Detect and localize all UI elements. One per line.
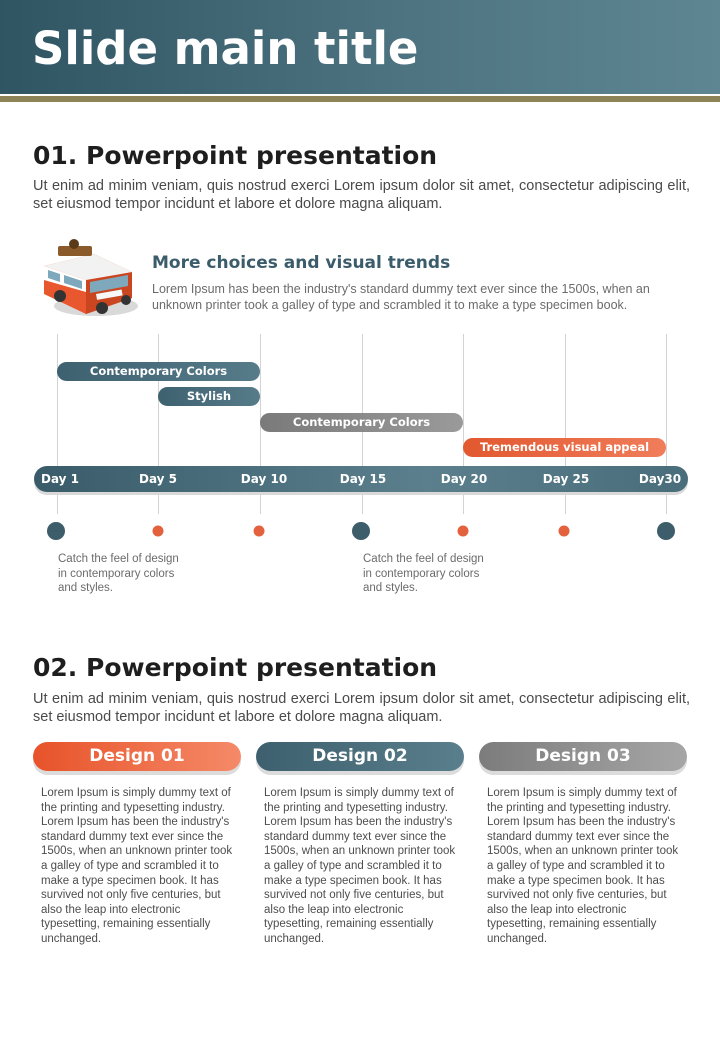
gantt-bar-contemporary-colors-1: Contemporary Colors — [57, 362, 260, 381]
design-01-text: Lorem Ipsum is simply dummy text of the printing and typesetting industry. Lorem Ipsum has been the industry's standard dummy text ever since the 1500s, when an unknown printer took a galley of type and scrambled it to make a type specimen book. It has survived not only five centuries, but also the leap into electronic typesetting, remaining essentially unchanged. — [41, 787, 233, 945]
slide-header — [0, 0, 720, 94]
design-03-text: Lorem Ipsum is simply dummy text of the printing and typesetting industry. Lorem Ipsum has been the industry's standard dummy text ever since the 1500s, when an unknown printer took a galley of type and scrambled it to make a type specimen book. It has survived not only five centuries, but also the leap into electronic typesetting, remaining essentially unchanged. — [487, 787, 679, 945]
milestone-dot — [254, 526, 265, 537]
header-divider-olive — [0, 96, 720, 102]
milestone-note: Catch the feel of design in contemporary colors and styles. — [363, 553, 484, 594]
day-label: Day 20 — [440, 472, 488, 486]
gantt-bar-tremendous-visual-appeal: Tremendous visual appeal — [463, 438, 666, 457]
design-02-header: Design 02 — [256, 742, 464, 771]
design-03-header: Design 03 — [479, 742, 687, 771]
milestone-dot — [458, 526, 469, 537]
day-label: Day 25 — [542, 472, 590, 486]
slide-title: Slide main title — [32, 22, 419, 75]
milestone-note: Catch the feel of design in contemporary colors and styles. — [58, 553, 179, 594]
gantt-bar-contemporary-colors-2: Contemporary Colors — [260, 413, 463, 432]
milestone-dot — [153, 526, 164, 537]
design-01-header: Design 01 — [33, 742, 241, 771]
camper-van-icon — [36, 236, 142, 322]
section1-title: 01. Powerpoint presentation — [33, 141, 438, 170]
day-label: Day 5 — [138, 472, 178, 486]
day-label: Day 15 — [339, 472, 387, 486]
trend-heading: More choices and visual trends — [152, 253, 451, 273]
day-label: Day 1 — [40, 472, 80, 486]
section2-title: 02. Powerpoint presentation — [33, 653, 438, 682]
design-02-text: Lorem Ipsum is simply dummy text of the printing and typesetting industry. Lorem Ipsum has been the industry's standard dummy text ever since the 1500s, when an unknown printer took a galley of type and scrambled it to make a type specimen book. It has survived not only five centuries, but also the leap into electronic typesetting, remaining essentially unchanged. — [264, 787, 456, 945]
day-label: Day30 — [638, 472, 682, 486]
day-label: Day 10 — [240, 472, 288, 486]
milestone-dot — [352, 522, 370, 540]
gantt-bar-stylish: Stylish — [158, 387, 260, 406]
milestone-dot — [657, 522, 675, 540]
trend-text: Lorem Ipsum has been the industry's standard dummy text ever since the 1500s, when an unknown printer took a galley of type and scrambled it to make a type specimen book. — [152, 282, 650, 312]
milestone-dot — [47, 522, 65, 540]
section1-text: Ut enim ad minim veniam, quis nostrud exerci Lorem ipsum dolor sit amet, consectetur adipiscing elit, set eiusmod tempor incidunt et labore et dolore magna aliquam. — [33, 178, 690, 212]
section2-text: Ut enim ad minim veniam, quis nostrud exerci Lorem ipsum dolor sit amet, consectetur adipiscing elit, set eiusmod tempor incidunt et labore et dolore magna aliquam. — [33, 691, 690, 725]
milestone-dot — [559, 526, 570, 537]
